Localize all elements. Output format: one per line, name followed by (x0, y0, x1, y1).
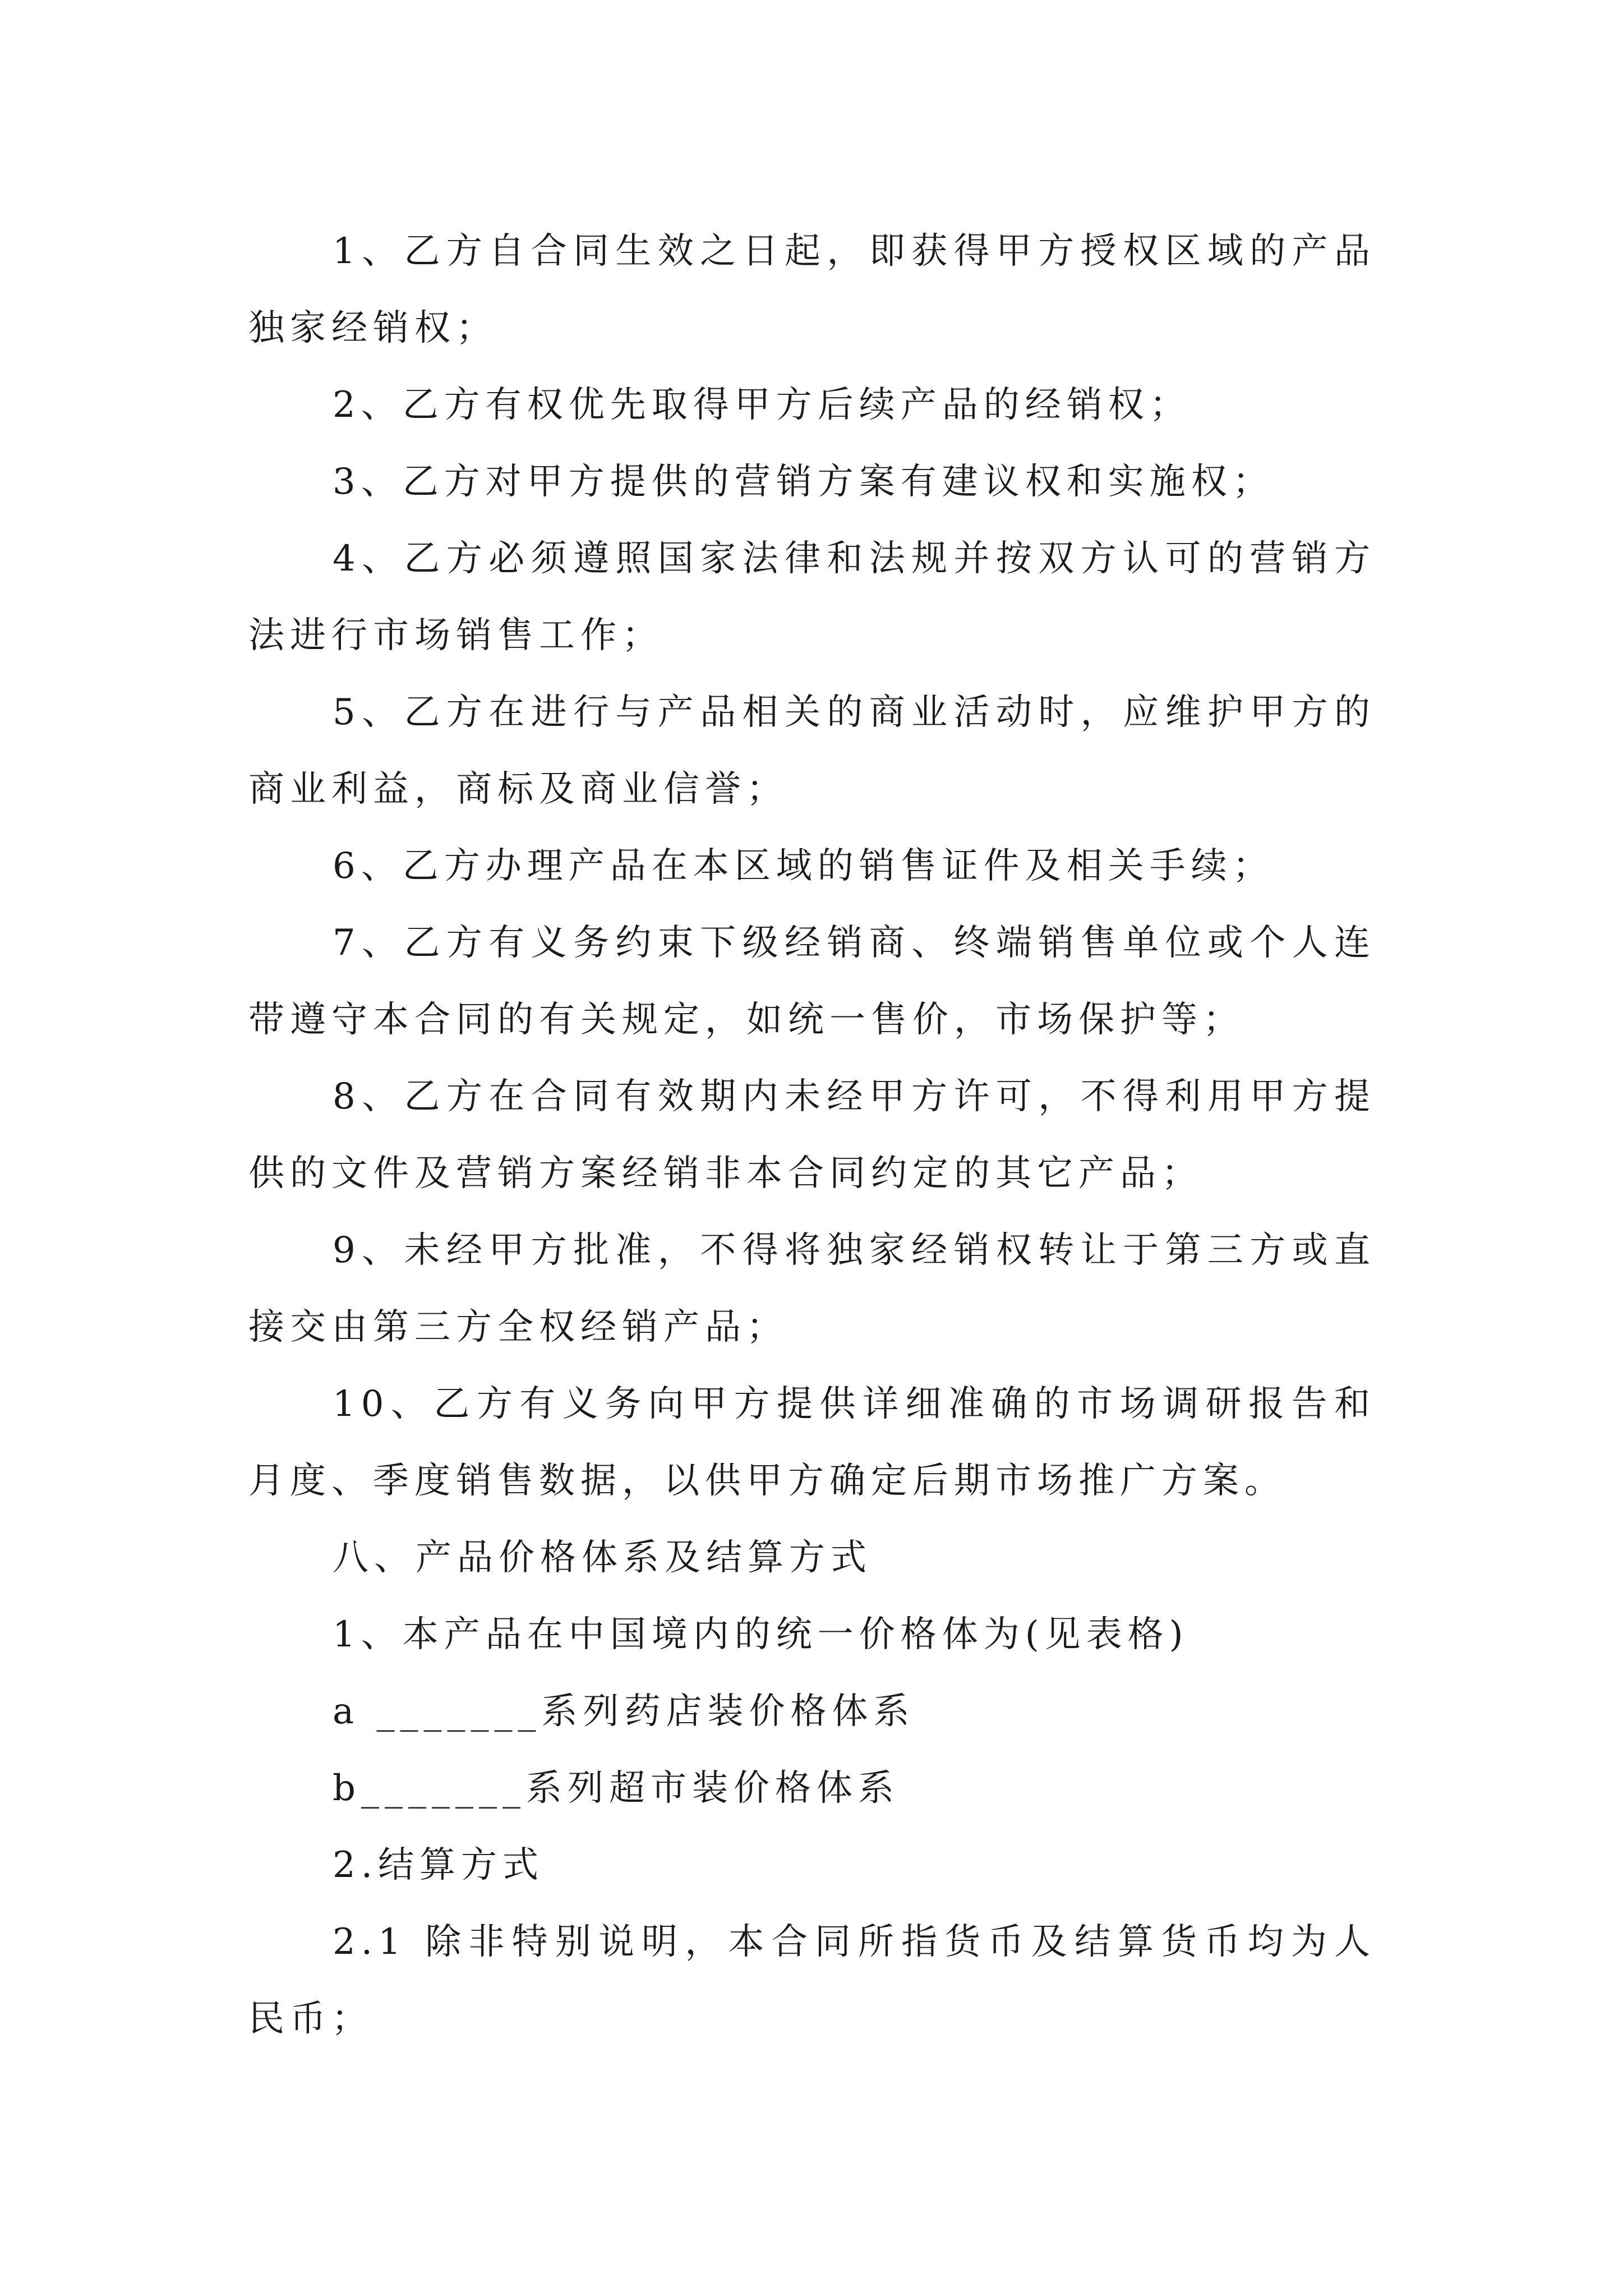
document-body (248, 213, 1376, 2058)
clause-paragraph-4: 4、乙方必须遵照国家法律和法规并按双方认可的营销方法进行市场销售工作； (248, 538, 1376, 656)
settlement-heading: 2.结算方式 (333, 1844, 545, 1886)
clause-paragraph-3: 3、乙方对甲方提供的营销方案有建议权和实施权； (333, 461, 1274, 503)
clause-paragraph-10: 10、乙方有义务向甲方提供详细准确的市场调研报告和月度、季度销售数据，以供甲方确定后期市场推广方案。 (248, 1383, 1376, 1502)
price-item-b: b_______系列超市装价格体系 (333, 1768, 900, 1809)
clause-paragraph-8: 8、乙方在合同有效期内未经甲方许可，不得利用甲方提供的文件及营销方案经销非本合同约定的其它产品； (248, 1076, 1376, 1194)
section-heading-8: 八、产品价格体系及结算方式 (333, 1537, 872, 1579)
price-clause-1: 1、本产品在中国境内的统一价格体为(见表格) (333, 1614, 1189, 1655)
price-item-a: a _______系列药店装价格体系 (333, 1691, 915, 1732)
clause-paragraph-7: 7、乙方有义务约束下级经销商、终端销售单位或个人连带遵守本合同的有关规定，如统一售价，市场保护等； (248, 922, 1376, 1041)
clause-paragraph-9: 9、未经甲方批准，不得将独家经销权转让于第三方或直接交由第三方全权经销产品； (248, 1230, 1376, 1348)
clause-paragraph-6: 6、乙方办理产品在本区域的销售证件及相关手续； (333, 845, 1274, 887)
settlement-clause-2-1: 2.1 除非特别说明，本合同所指货币及结算货币均为人民币； (248, 1921, 1376, 2040)
clause-paragraph-1: 1、乙方自合同生效之日起，即获得甲方授权区域的产品独家经销权； (248, 231, 1376, 349)
clause-paragraph-5: 5、乙方在进行与产品相关的商业活动时，应维护甲方的商业利益，商标及商业信誉； (248, 692, 1376, 810)
clause-paragraph-2: 2、乙方有权优先取得甲方后续产品的经销权； (333, 384, 1191, 426)
